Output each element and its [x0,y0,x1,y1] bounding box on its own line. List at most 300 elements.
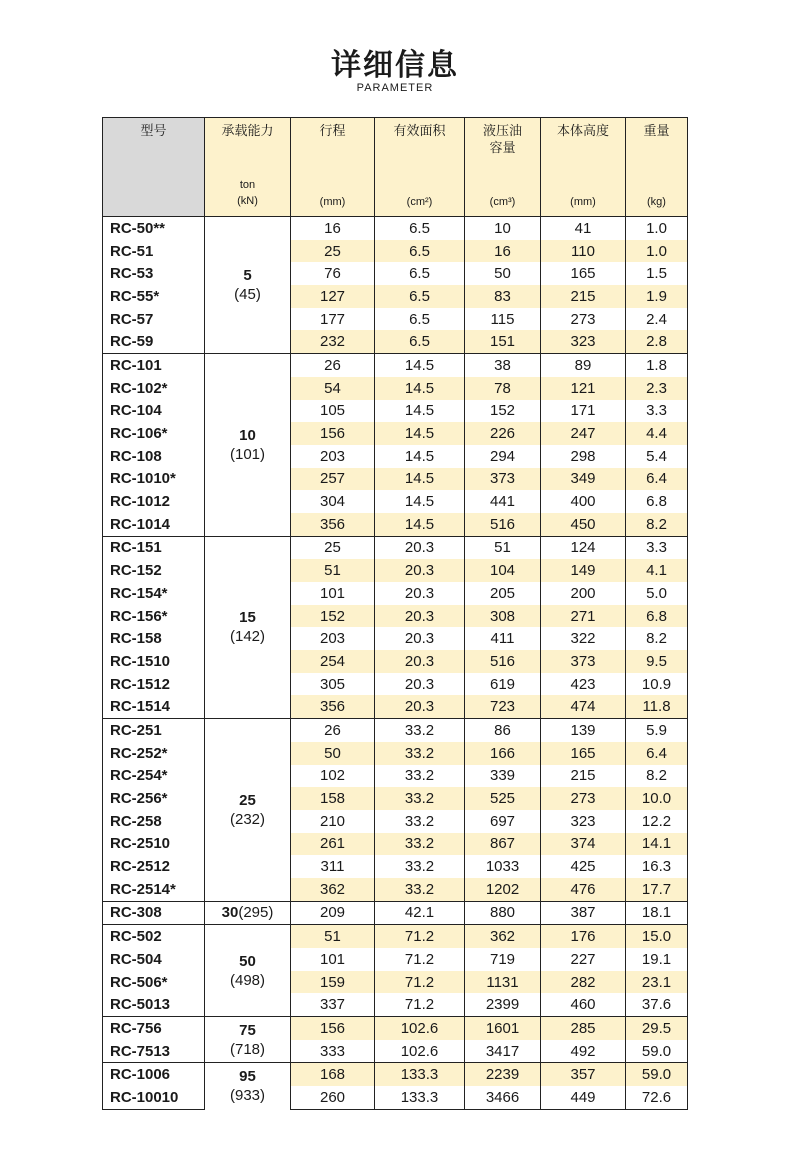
model-cell: RC-1512 [103,673,205,696]
table-row [103,308,688,331]
area-cell: 20.3 [375,582,465,605]
oil-capacity-cell: 78 [465,377,541,400]
weight-cell: 16.3 [626,855,688,878]
stroke-cell: 156 [291,422,375,445]
area-cell: 133.3 [375,1063,465,1086]
table-row [103,650,688,673]
oil-capacity-cell: 38 [465,354,541,377]
weight-cell: 2.3 [626,377,688,400]
weight-cell: 72.6 [626,1086,688,1109]
capacity-cell [205,719,291,902]
oil-capacity-cell: 83 [465,285,541,308]
table-row [103,217,688,240]
weight-cell: 3.3 [626,536,688,559]
oil-capacity-cell: 339 [465,765,541,788]
weight-cell: 1.5 [626,262,688,285]
model-cell: RC-252* [103,742,205,765]
capacity-ton: 30 [221,904,239,922]
model-cell: RC-1006 [103,1063,205,1086]
area-cell: 71.2 [375,948,465,971]
oil-capacity-cell: 441 [465,490,541,513]
stroke-cell: 102 [291,765,375,788]
weight-cell: 1.0 [626,240,688,263]
table-row [103,925,688,948]
area-cell: 6.5 [375,262,465,285]
height-cell: 322 [541,627,626,650]
stroke-cell: 305 [291,673,375,696]
model-cell: RC-756 [103,1017,205,1040]
header-area: 有效面积 (cm²) [375,118,465,217]
weight-cell: 1.8 [626,354,688,377]
weight-cell: 2.8 [626,330,688,353]
height-cell: 176 [541,925,626,948]
oil-capacity-cell: 2239 [465,1063,541,1086]
height-cell: 285 [541,1017,626,1040]
area-cell: 14.5 [375,513,465,536]
stroke-cell: 25 [291,240,375,263]
area-cell: 20.3 [375,695,465,718]
height-cell: 149 [541,559,626,582]
weight-cell: 8.2 [626,765,688,788]
capacity-kn: (718) [229,1040,266,1058]
height-cell: 425 [541,855,626,878]
model-cell: RC-1010* [103,468,205,491]
capacity-kn: (101) [229,445,266,463]
header-model: 型号 [103,118,205,217]
area-cell: 14.5 [375,400,465,423]
stroke-cell: 168 [291,1063,375,1086]
height-cell: 247 [541,422,626,445]
page-title: 详细信息 [331,48,459,83]
capacity-ton: 10 [239,426,256,444]
stroke-cell: 152 [291,605,375,628]
capacity-cell [205,354,291,537]
weight-cell: 17.7 [626,878,688,901]
oil-capacity-cell: 411 [465,627,541,650]
table-row [103,833,688,856]
oil-capacity-cell: 50 [465,262,541,285]
oil-capacity-cell: 1601 [465,1017,541,1040]
weight-cell: 5.9 [626,719,688,742]
weight-cell: 29.5 [626,1017,688,1040]
area-cell: 33.2 [375,878,465,901]
oil-capacity-cell: 516 [465,650,541,673]
area-cell: 102.6 [375,1017,465,1040]
area-cell: 6.5 [375,240,465,263]
height-cell: 139 [541,719,626,742]
height-cell: 476 [541,878,626,901]
table-row [103,787,688,810]
height-cell: 200 [541,582,626,605]
height-cell: 121 [541,377,626,400]
model-cell: RC-502 [103,925,205,948]
table-row [103,285,688,308]
oil-capacity-cell: 525 [465,787,541,810]
oil-capacity-cell: 516 [465,513,541,536]
table-row [103,1017,688,1040]
capacity-kn: (142) [229,628,266,646]
area-cell: 42.1 [375,901,465,925]
table-row [103,377,688,400]
model-cell: RC-1510 [103,650,205,673]
oil-capacity-cell: 205 [465,582,541,605]
height-cell: 460 [541,993,626,1016]
table-row [103,627,688,650]
oil-capacity-cell: 51 [465,536,541,559]
height-cell: 165 [541,742,626,765]
model-cell: RC-53 [103,262,205,285]
area-cell: 133.3 [375,1086,465,1109]
oil-capacity-cell: 10 [465,217,541,240]
model-cell: RC-55* [103,285,205,308]
stroke-cell: 127 [291,285,375,308]
area-cell: 20.3 [375,559,465,582]
capacity-ton: 25 [239,791,256,809]
weight-cell: 6.4 [626,742,688,765]
stroke-cell: 356 [291,513,375,536]
weight-cell: 10.9 [626,673,688,696]
oil-capacity-cell: 166 [465,742,541,765]
area-cell: 20.3 [375,536,465,559]
table-row [103,354,688,377]
table-row [103,901,688,925]
oil-capacity-cell: 719 [465,948,541,971]
capacity-ton: 15 [239,609,256,627]
table-row [103,1063,688,1086]
height-cell: 110 [541,240,626,263]
stroke-cell: 203 [291,445,375,468]
stroke-cell: 50 [291,742,375,765]
model-cell: RC-104 [103,400,205,423]
height-cell: 227 [541,948,626,971]
stroke-cell: 203 [291,627,375,650]
stroke-cell: 362 [291,878,375,901]
stroke-cell: 257 [291,468,375,491]
height-cell: 357 [541,1063,626,1086]
model-cell: RC-1014 [103,513,205,536]
area-cell: 20.3 [375,650,465,673]
height-cell: 215 [541,285,626,308]
area-cell: 6.5 [375,308,465,331]
area-cell: 6.5 [375,285,465,308]
oil-capacity-cell: 115 [465,308,541,331]
model-cell: RC-59 [103,330,205,353]
height-cell: 89 [541,354,626,377]
capacity-ton: 5 [243,267,252,285]
height-cell: 374 [541,833,626,856]
model-cell: RC-151 [103,536,205,559]
oil-capacity-cell: 362 [465,925,541,948]
table-row [103,1086,688,1109]
weight-cell: 37.6 [626,993,688,1016]
stroke-cell: 105 [291,400,375,423]
stroke-cell: 158 [291,787,375,810]
height-cell: 171 [541,400,626,423]
model-cell: RC-108 [103,445,205,468]
stroke-cell: 254 [291,650,375,673]
model-cell: RC-258 [103,810,205,833]
table-row [103,695,688,718]
model-cell: RC-506* [103,971,205,994]
height-cell: 273 [541,787,626,810]
oil-capacity-cell: 3417 [465,1040,541,1063]
model-cell: RC-101 [103,354,205,377]
table-row [103,605,688,628]
oil-capacity-cell: 308 [465,605,541,628]
area-cell: 20.3 [375,673,465,696]
capacity-ton: 95 [239,1068,256,1086]
oil-capacity-cell: 16 [465,240,541,263]
model-cell: RC-152 [103,559,205,582]
model-cell: RC-2512 [103,855,205,878]
table-row [103,993,688,1016]
area-cell: 6.5 [375,330,465,353]
header-height: 本体高度 (mm) [541,118,626,217]
model-cell: RC-158 [103,627,205,650]
model-cell: RC-50** [103,217,205,240]
model-cell: RC-251 [103,719,205,742]
capacity-kn: (45) [234,286,261,304]
stroke-cell: 26 [291,354,375,377]
model-cell: RC-1514 [103,695,205,718]
weight-cell: 8.2 [626,513,688,536]
weight-cell: 4.1 [626,559,688,582]
stroke-cell: 333 [291,1040,375,1063]
oil-capacity-cell: 151 [465,330,541,353]
capacity-cell [205,1063,291,1109]
oil-capacity-cell: 226 [465,422,541,445]
stroke-cell: 337 [291,993,375,1016]
stroke-cell: 54 [291,377,375,400]
stroke-cell: 16 [291,217,375,240]
weight-cell: 5.4 [626,445,688,468]
height-cell: 349 [541,468,626,491]
weight-cell: 3.3 [626,400,688,423]
capacity-kn: (295) [238,904,274,922]
height-cell: 124 [541,536,626,559]
header-row [103,118,688,217]
height-cell: 41 [541,217,626,240]
capacity-kn: (933) [229,1087,266,1105]
capacity-ton: 50 [239,952,256,970]
stroke-cell: 101 [291,582,375,605]
table-row [103,513,688,536]
table-row [103,330,688,353]
area-cell: 33.2 [375,810,465,833]
weight-cell: 4.4 [626,422,688,445]
height-cell: 282 [541,971,626,994]
oil-capacity-cell: 152 [465,400,541,423]
stroke-cell: 26 [291,719,375,742]
weight-cell: 8.2 [626,627,688,650]
area-cell: 102.6 [375,1040,465,1063]
table-row [103,582,688,605]
weight-cell: 10.0 [626,787,688,810]
model-cell: RC-102* [103,377,205,400]
table-row [103,810,688,833]
weight-cell: 6.4 [626,468,688,491]
model-cell: RC-57 [103,308,205,331]
model-cell: RC-254* [103,765,205,788]
header-capacity: 承载能力 ton (kN) [205,118,291,217]
capacity-cell [205,1017,291,1063]
oil-capacity-cell: 294 [465,445,541,468]
capacity-cell [205,536,291,719]
area-cell: 14.5 [375,445,465,468]
height-cell: 387 [541,901,626,925]
stroke-cell: 232 [291,330,375,353]
weight-cell: 11.8 [626,695,688,718]
weight-cell: 6.8 [626,490,688,513]
oil-capacity-cell: 619 [465,673,541,696]
capacity-cell [205,925,291,1017]
stroke-cell: 51 [291,925,375,948]
oil-capacity-cell: 723 [465,695,541,718]
oil-capacity-cell: 1033 [465,855,541,878]
area-cell: 71.2 [375,993,465,1016]
table-row [103,262,688,285]
table-row [103,878,688,901]
table-row [103,490,688,513]
page-subtitle: PARAMETER [356,82,434,94]
header-weight: 重量 (kg) [626,118,688,217]
area-cell: 33.2 [375,833,465,856]
height-cell: 449 [541,1086,626,1109]
model-cell: RC-51 [103,240,205,263]
height-cell: 450 [541,513,626,536]
area-cell: 14.5 [375,468,465,491]
model-cell: RC-7513 [103,1040,205,1063]
table-row [103,742,688,765]
weight-cell: 15.0 [626,925,688,948]
height-cell: 323 [541,330,626,353]
height-cell: 400 [541,490,626,513]
weight-cell: 23.1 [626,971,688,994]
weight-cell: 18.1 [626,901,688,925]
area-cell: 14.5 [375,490,465,513]
height-cell: 165 [541,262,626,285]
height-cell: 474 [541,695,626,718]
weight-cell: 2.4 [626,308,688,331]
height-cell: 273 [541,308,626,331]
height-cell: 492 [541,1040,626,1063]
oil-capacity-cell: 1202 [465,878,541,901]
oil-capacity-cell: 3466 [465,1086,541,1109]
model-cell: RC-10010 [103,1086,205,1109]
model-cell: RC-308 [103,901,205,925]
stroke-cell: 51 [291,559,375,582]
oil-capacity-cell: 2399 [465,993,541,1016]
weight-cell: 14.1 [626,833,688,856]
weight-cell: 19.1 [626,948,688,971]
model-cell: RC-2514* [103,878,205,901]
table-row [103,765,688,788]
area-cell: 33.2 [375,765,465,788]
stroke-cell: 177 [291,308,375,331]
oil-capacity-cell: 867 [465,833,541,856]
oil-capacity-cell: 880 [465,901,541,925]
height-cell: 215 [541,765,626,788]
area-cell: 71.2 [375,971,465,994]
stroke-cell: 311 [291,855,375,878]
area-cell: 33.2 [375,855,465,878]
model-cell: RC-2510 [103,833,205,856]
table-row [103,673,688,696]
weight-cell: 9.5 [626,650,688,673]
capacity-kn: (232) [229,810,266,828]
header-oil-capacity: 液压油 容量 (cm³) [465,118,541,217]
stroke-cell: 260 [291,1086,375,1109]
table-row [103,855,688,878]
capacity-ton: 75 [239,1021,256,1039]
stroke-cell: 159 [291,971,375,994]
capacity-cell [205,901,291,925]
area-cell: 14.5 [375,422,465,445]
table-row [103,1040,688,1063]
table-row [103,400,688,423]
model-cell: RC-1012 [103,490,205,513]
stroke-cell: 261 [291,833,375,856]
height-cell: 271 [541,605,626,628]
weight-cell: 59.0 [626,1063,688,1086]
area-cell: 33.2 [375,719,465,742]
model-cell: RC-156* [103,605,205,628]
table-row [103,948,688,971]
area-cell: 71.2 [375,925,465,948]
oil-capacity-cell: 1131 [465,971,541,994]
stroke-cell: 210 [291,810,375,833]
height-cell: 323 [541,810,626,833]
table-row [103,240,688,263]
area-cell: 33.2 [375,787,465,810]
table-row [103,536,688,559]
weight-cell: 6.8 [626,605,688,628]
weight-cell: 1.0 [626,217,688,240]
stroke-cell: 76 [291,262,375,285]
table-row [103,445,688,468]
stroke-cell: 209 [291,901,375,925]
model-cell: RC-106* [103,422,205,445]
stroke-cell: 25 [291,536,375,559]
spec-table [102,117,688,1110]
table-row [103,719,688,742]
table-row [103,559,688,582]
table-row [103,971,688,994]
area-cell: 20.3 [375,627,465,650]
height-cell: 298 [541,445,626,468]
area-cell: 14.5 [375,354,465,377]
stroke-cell: 356 [291,695,375,718]
height-cell: 373 [541,650,626,673]
stroke-cell: 101 [291,948,375,971]
model-cell: RC-5013 [103,993,205,1016]
model-cell: RC-154* [103,582,205,605]
area-cell: 33.2 [375,742,465,765]
model-cell: RC-504 [103,948,205,971]
weight-cell: 5.0 [626,582,688,605]
oil-capacity-cell: 373 [465,468,541,491]
height-cell: 423 [541,673,626,696]
header-stroke: 行程 (mm) [291,118,375,217]
stroke-cell: 156 [291,1017,375,1040]
capacity-kn: (498) [229,971,266,989]
table-row [103,468,688,491]
weight-cell: 59.0 [626,1040,688,1063]
weight-cell: 1.9 [626,285,688,308]
area-cell: 14.5 [375,377,465,400]
table-row [103,422,688,445]
capacity-cell [205,217,291,354]
